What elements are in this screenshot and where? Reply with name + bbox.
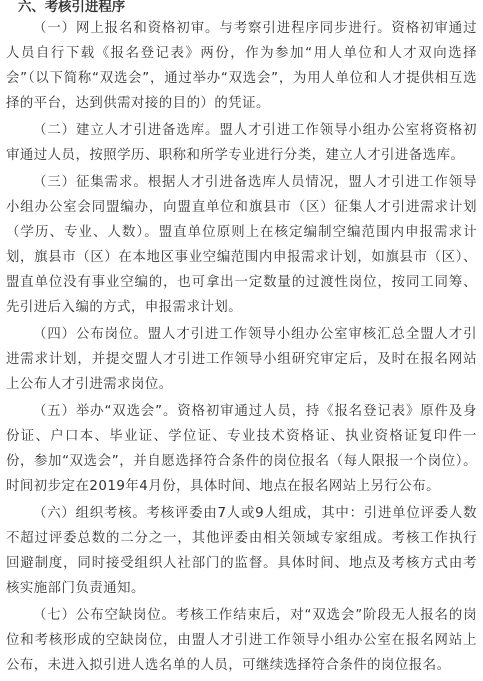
paragraph-publish-positions: （四）公布岗位。盟人才引进工作领导小组办公室审核汇总全盟人才引进需求计划，并提交盟人才引进工作领导小组研究审定后，及时在报名网站上公布人才引进需求岗位。 [6, 327, 477, 392]
paragraph-vacancies: （七）公布空缺岗位。考核工作结束后，对“双选会”阶段无人报名的岗位和考核形成的空缺岗位，由盟人才引进工作领导小组办公室在报名网站上公布，未进入拟引进人选名单的人员，可继续选择符合条件的岗位报名。 [6, 608, 477, 673]
paragraph-assessment: （六）组织考核。考核评委由7人或9人组成，其中：引进单位评委人数不超过评委总数的二分之一，其他评委由相关领域专家组成。考核工作执行回避制度，同时接受组织人社部门的监督。具体时间、地点及考核方式由考核实施部门负责通知。 [6, 506, 477, 596]
paragraph-candidate-pool: （二）建立人才引进备选库。盟人才引进工作领导小组办公室将资格初审通过人员，按照学历、职称和所学专业进行分类，建立人才引进备选库。 [6, 123, 477, 163]
paragraph-collect-demand: （三）征集需求。根据人才引进备选库人员情况，盟人才引进工作领导小组办公室会同盟编办，向盟直单位和旗县市（区）征集人才引进需求计划（学历、专业、人数）。盟直单位原则上在核定编制空编范围内申报需求计划，旗县市（区）在本地区事业空编范围内申报需求计划，如旗县市（区）、盟直单位没有事业空编的，也可拿出一定数量的过渡性岗位，按同工同筹、先引进后入编的方式，申报需求计划。 [6, 175, 477, 315]
section-heading: 六、考核引进程序 [18, 0, 126, 15]
paragraph-job-fair: （五）举办“双选会”。资格初审通过人员，持《报名登记表》原件及身份证、户口本、毕业证、学位证、专业技术资格证、执业资格证复印件一份，参加“双选会”，并自愿选择符合条件的岗位报名（每人限报一个岗位）。时间初步定在2019年4月份，具体时间、地点在报名网站上另行公布。 [6, 404, 477, 494]
paragraph-online-registration: （一）网上报名和资格初审。与考察引进程序同步进行。资格初审通过人员自行下载《报名登记表》两份，作为参加“用人单位和人才双向选择会”（以下简称“双选会”，通过举办“双选会”，为用人单位和人才提供相互选择的平台，达到供需对接的目的）的凭证。 [6, 21, 477, 111]
